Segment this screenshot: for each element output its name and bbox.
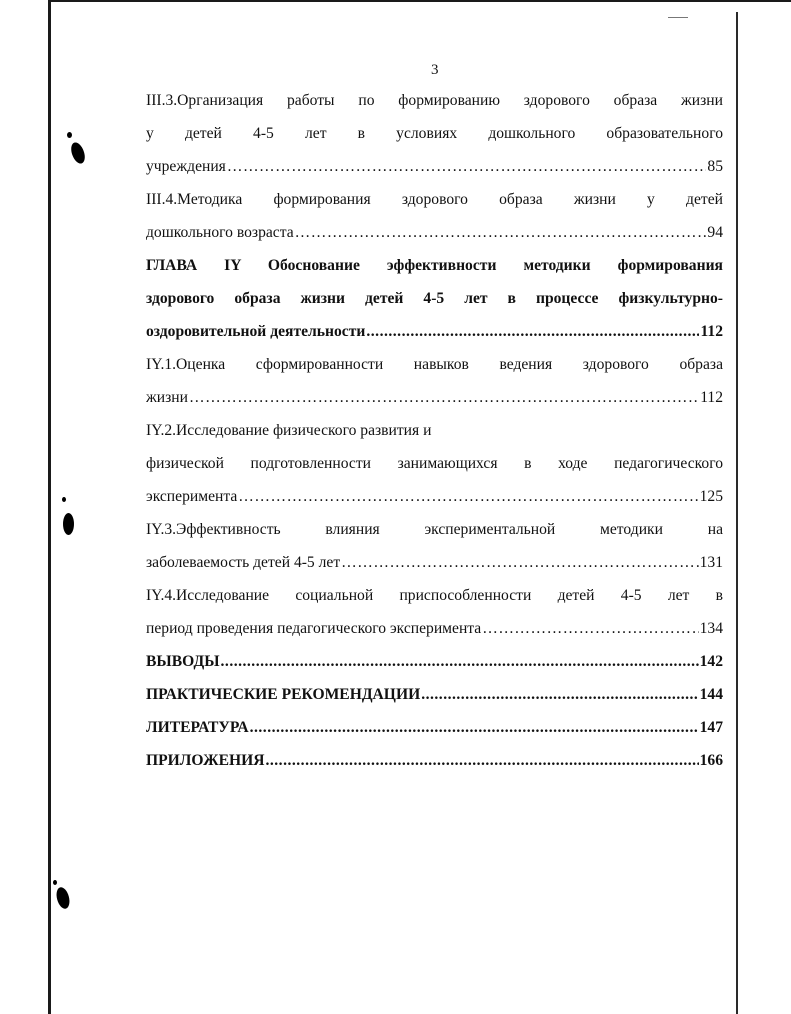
toc-entry-text: жизни [146,389,188,406]
dot-leader [421,678,698,711]
toc-page-number: 134 [699,620,723,637]
toc-chapter-4-line2: здорового образа жизни детей 4-5 лет в процессе физкультурно- [146,290,723,307]
scan-border-right [736,12,738,1014]
toc-entry-3-3-line3 [146,150,723,183]
toc-entry-4-2-line3 [146,480,723,513]
toc-page-number: 166 [699,752,723,769]
punch-hole-mark [67,132,72,138]
toc-entry-text: ПРИЛОЖЕНИЯ [146,752,265,769]
dot-leader [482,612,698,645]
toc-entry-4-4-line2 [146,612,723,645]
dot-leader [189,381,699,414]
toc-entry-4-2-line1: IY.2.Исследование физического развития и [146,422,432,439]
dot-leader [238,480,698,513]
toc-entry-text: ЛИТЕРАТУРА [146,719,249,736]
toc-entry-4-1-line2 [146,381,723,414]
punch-hole-mark [62,497,66,502]
toc-entry-4-3-line1: IY.3.Эффективность влияния экспериментальной методики на [146,521,723,538]
toc-entry-text: период проведения педагогического эксперимента [146,620,482,637]
toc-entry-text: дошкольного возраста [146,224,294,241]
toc-page-number: 94 [707,224,723,241]
toc-entry-3-3-line2: у детей 4-5 лет в условиях дошкольного образовательного [146,125,723,142]
toc-page-number: 147 [699,719,723,736]
toc-entry-4-1-line1: IY.1.Оценка сформированности навыков ведения здорового образа [146,356,723,373]
toc-page-number: 112 [700,323,723,340]
toc-entry-4-3-line2 [146,546,723,579]
toc-entry-3-4-line1: III.4.Методика формирования здорового образа жизни у детей [146,191,723,208]
dot-leader [221,645,699,678]
toc-recommendations [146,678,723,711]
toc-chapter-4-line3 [146,315,723,348]
dot-leader [227,150,707,183]
toc-page-number: 125 [699,488,723,505]
punch-hole-mark [54,886,71,910]
toc-page-number: 131 [699,554,723,571]
toc-entry-3-4-line2 [146,216,723,249]
toc-entry-text: ПРАКТИЧЕСКИЕ РЕКОМЕНДАЦИИ [146,686,421,703]
toc-page-number: 144 [699,686,723,703]
punch-hole-mark [69,141,88,166]
scan-mark [668,17,688,18]
toc-page-number: 142 [699,653,723,670]
toc-entry-text: эксперимента [146,488,238,505]
dot-leader [366,315,699,348]
punch-hole-mark [53,880,57,885]
toc-conclusions [146,645,723,678]
toc-entry-text: заболеваемость детей 4-5 лет [146,554,341,571]
toc-page-number: 112 [700,389,723,406]
toc-entry-4-4-line1: IY.4.Исследование социальной приспособленности детей 4-5 лет в [146,587,723,604]
toc-entry-text: ВЫВОДЫ [146,653,220,670]
toc-entry-text: учреждения [146,158,226,175]
toc-page-number: 85 [707,158,723,175]
toc-entry-text: оздоровительной деятельности [146,323,366,340]
table-of-contents [146,84,723,777]
toc-entry-3-3-line1: III.3.Организация работы по формированию здорового образа жизни [146,92,723,109]
toc-literature [146,711,723,744]
dot-leader [341,546,698,579]
scan-border-left [48,0,51,1014]
toc-chapter-4-line1: ГЛАВА IY Обоснование эффективности методики формирования [146,257,723,274]
scan-border-top [48,0,791,2]
dot-leader [295,216,707,249]
toc-entry-4-2-line2: физической подготовленности занимающихся в ходе педагогического [146,455,723,472]
page-number: 3 [431,62,439,78]
toc-appendices [146,744,723,777]
dot-leader [250,711,699,744]
punch-hole-mark [63,513,74,535]
dot-leader [265,744,698,777]
